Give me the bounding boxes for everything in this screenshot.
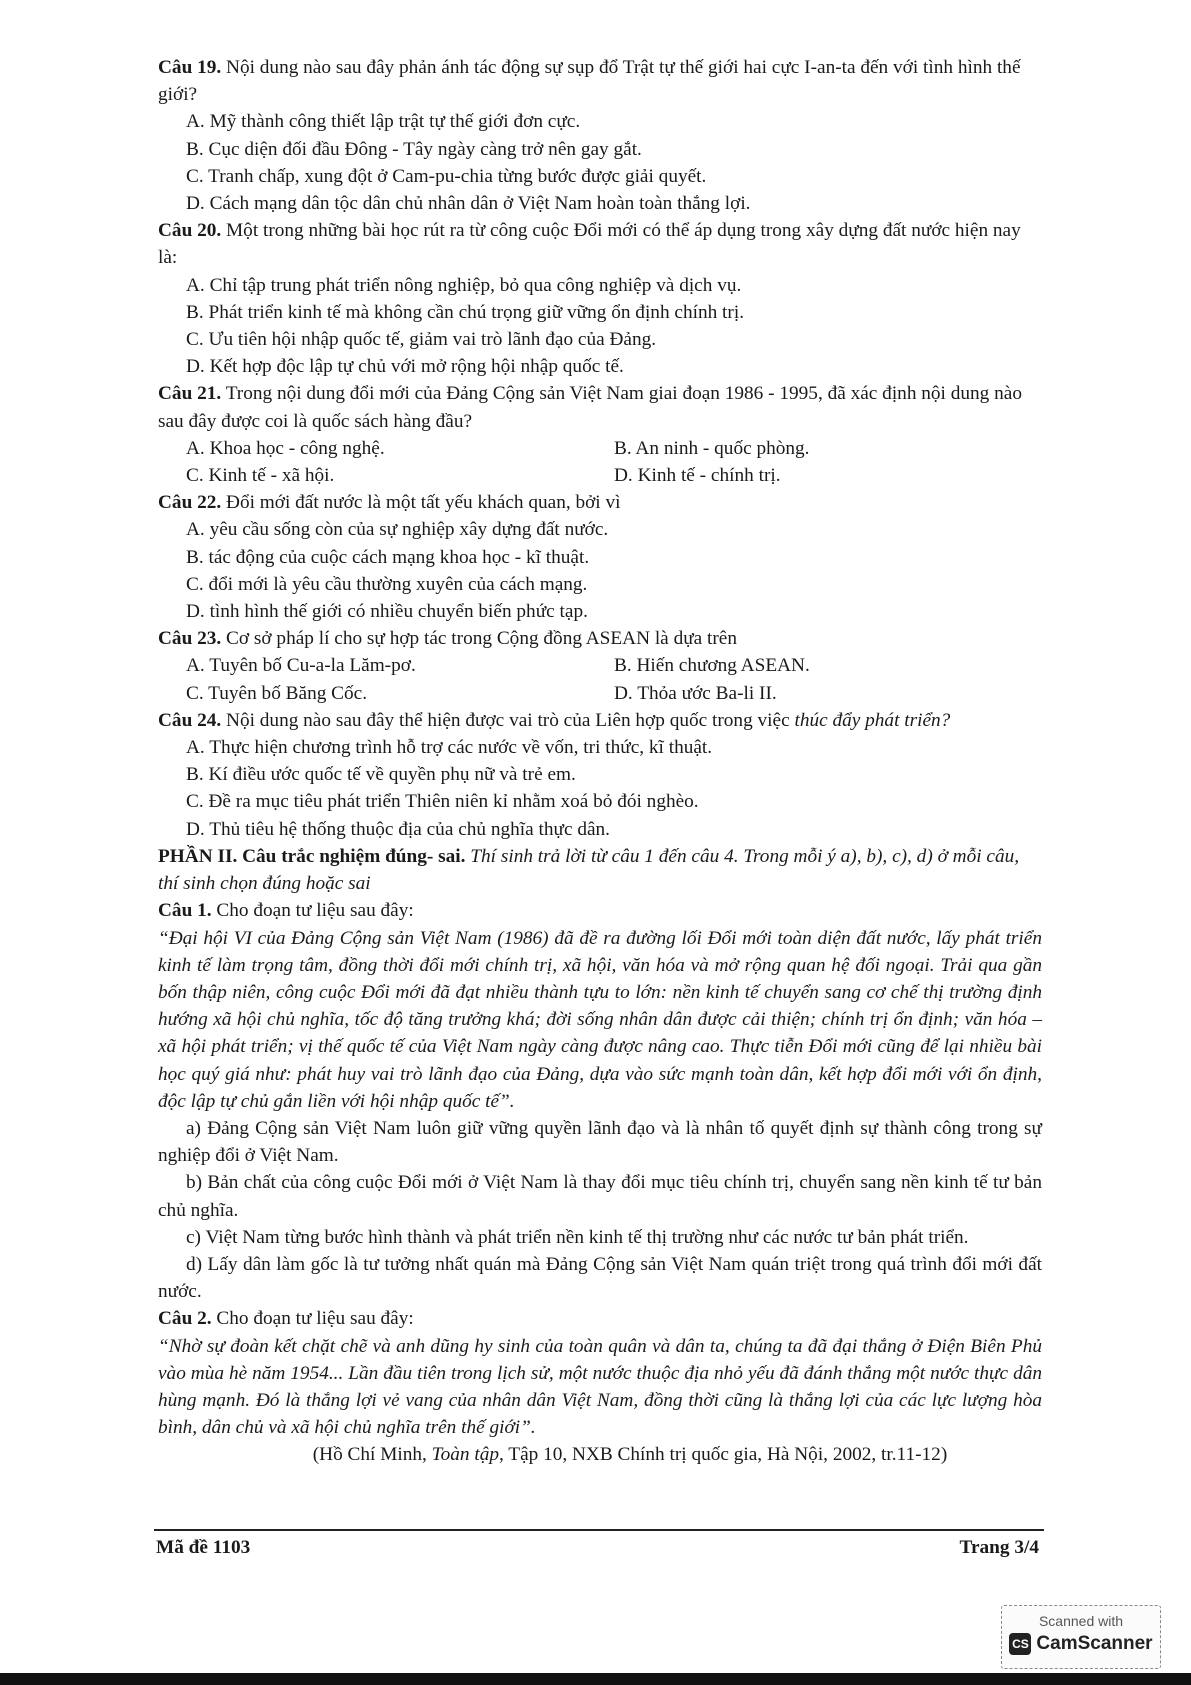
question-number: Câu 24. (158, 709, 222, 731)
option-c: C. Tuyên bố Băng Cốc. (186, 682, 368, 704)
question-23 (158, 625, 1042, 652)
scanner-brand (1002, 1633, 1160, 1655)
question-number: Câu 2. (158, 1308, 212, 1330)
source-quote: “Đại hội VI của Đảng Cộng sản Việt Nam (1986) đã đề ra đường lối Đổi mới toàn diện đất nước, lấy phát triển kinh tế làm trọng tâm, đồng thời đổi mới chính trị, xã hội, văn hóa và mở rộng quan hệ đối ngoại. Trải qua gần bốn thập niên, công cuộc Đổi mới đã đạt nhiều thành tựu to lớn: nền kinh tế chuyển sang cơ chế thị trường định hướng xã hội chủ nghĩa, tốc độ tăng trưởng khá; đời sống nhân dân được cải thiện; chính trị ổn định; văn hóa – xã hội phát triển; vị thế quốc tế của Việt Nam ngày càng được nâng cao. Thực tiễn Đổi mới cũng để lại nhiều bài học quý giá như: phát huy vai trò lãnh đạo của Đảng, dựa vào sức mạnh toàn dân, kết hợp đổi mới với ổn định, độc lập tự chủ gắn liền với hội nhập quốc tế”. (158, 927, 1042, 1112)
camscanner-watermark (1001, 1605, 1161, 1669)
option-c: C. Ưu tiên hội nhập quốc tế, giảm vai trò lãnh đạo của Đảng. (186, 329, 657, 351)
question-text: Nội dung nào sau đây thể hiện được vai trò của Liên hợp quốc trong việc (221, 709, 795, 731)
scanner-caption: Scanned with (1038, 1613, 1124, 1629)
question-number: Câu 23. (158, 628, 222, 650)
question-number: Câu 21. (158, 383, 222, 405)
tf-question-2 (158, 1305, 1042, 1332)
option-b: B. Cục diện đối đầu Đông - Tây ngày càng trở nên gay gắt. (186, 138, 642, 160)
scanner-brand-name: CamScanner (1036, 1633, 1153, 1654)
page-number: Trang 3/4 (959, 1537, 1039, 1558)
citation-author: (Hồ Chí Minh, (312, 1444, 432, 1466)
option-b: B. An ninh - quốc phòng. (614, 437, 810, 459)
option-a: A. Thực hiện chương trình hỗ trợ các nước về vốn, tri thức, kĩ thuật. (186, 737, 713, 759)
statement-d: d) Lấy dân làm gốc là tư tưởng nhất quán mà Đảng Cộng sản Việt Nam quán triệt trong quá trình đổi mới đất nước. (158, 1253, 1042, 1303)
option-c: C. Đề ra mục tiêu phát triển Thiên niên kỉ nhằm xoá bỏ đói nghèo. (186, 791, 699, 813)
question-number: Câu 20. (158, 220, 222, 242)
question-emphasis: thúc đẩy phát triển? (794, 709, 951, 731)
section-title: PHẦN II. Câu trắc nghiệm đúng- sai. (158, 845, 466, 867)
statement-b: b) Bản chất của công cuộc Đổi mới ở Việt Nam là thay đổi mục tiêu chính trị, chuyển sang nền kinh tế tư bản chủ nghĩa. (158, 1172, 1042, 1221)
question-number: Câu 1. (158, 900, 212, 922)
option-b: B. tác động của cuộc cách mạng khoa học - kĩ thuật. (186, 546, 590, 568)
question-text: Nội dung nào sau đây phản ánh tác động sự sụp đổ Trật tự thế giới hai cực I-an-ta đến với tình hình thế giới? (158, 57, 1021, 106)
question-number: Câu 19. (158, 57, 222, 78)
options-row (158, 680, 1042, 707)
page-content (158, 54, 1042, 1469)
question-21 (158, 380, 1042, 434)
exam-code: Mã đề 1103 (156, 1537, 251, 1558)
question-text: Cơ sở pháp lí cho sự hợp tác trong Cộng đồng ASEAN là dựa trên (221, 628, 738, 650)
question-text: Đổi mới đất nước là một tất yếu khách quan, bởi vì (221, 492, 621, 514)
question-text: Cho đoạn tư liệu sau đây: (211, 1308, 414, 1330)
options-row (158, 462, 1042, 489)
option-d: D. Kinh tế - chính trị. (614, 465, 781, 487)
citation-details: , Tập 10, NXB Chính trị quốc gia, Hà Nội, 2002, tr.11-12) (499, 1444, 948, 1466)
option-a: A. yêu cầu sống còn của sự nghiệp xây dựng đất nước. (186, 519, 609, 541)
option-b: B. Hiến chương ASEAN. (614, 655, 810, 677)
bottom-edge-bar (0, 1673, 1191, 1685)
question-text: Cho đoạn tư liệu sau đây: (211, 900, 414, 922)
question-text: Một trong những bài học rút ra từ công cuộc Đổi mới có thể áp dụng trong xây dựng đất nước hiện nay là: (158, 220, 1021, 269)
footer-divider (154, 1529, 1044, 1531)
statement-a: a) Đảng Cộng sản Việt Nam luôn giữ vững quyền lãnh đạo và là nhân tố quyết định sự thành công trong sự nghiệp đổi ở Việt Nam. (158, 1117, 1042, 1167)
option-c: C. Kinh tế - xã hội. (186, 465, 335, 487)
section-instruction: Thí sinh trả lời từ câu 1 đến câu 4. Trong mỗi ý a), b), c), d) ở mỗi câu, thí sinh chọn đúng hoặc sai (158, 845, 1020, 895)
source-quote: “Nhờ sự đoàn kết chặt chẽ và anh dũng hy sinh của toàn quân và dân ta, chúng ta đã đại thắng ở Điện Biên Phủ vào mùa hè năm 1954... Lần đầu tiên trong lịch sử, một nước thuộc địa nhỏ yếu đã đánh thắng một nước thực dân hùng mạnh. Đó là thắng lợi vẻ vang của nhân dân Việt Nam, đồng thời cũng là thắng lợi của các lực lượng hòa bình, dân chủ và xã hội chủ nghĩa trên thế giới”. (158, 1335, 1042, 1439)
option-d: D. tình hình thế giới có nhiều chuyển biến phức tạp. (186, 601, 588, 623)
question-24 (158, 707, 1042, 734)
option-d: D. Cách mạng dân tộc dân chủ nhân dân ở Việt Nam hoàn toàn thắng lợi. (186, 193, 751, 215)
option-c: C. đổi mới là yêu cầu thường xuyên của cách mạng. (186, 573, 588, 595)
option-a: A. Mỹ thành công thiết lập trật tự thế giới đơn cực. (186, 111, 581, 133)
question-number: Câu 22. (158, 492, 222, 514)
option-a: A. Chỉ tập trung phát triển nông nghiệp, bỏ qua công nghiệp và dịch vụ. (186, 274, 742, 296)
option-a: A. Tuyên bố Cu-a-la Lăm-pơ. (186, 655, 416, 677)
option-a: A. Khoa học - công nghệ. (186, 437, 385, 459)
question-19 (158, 54, 1042, 108)
option-b: B. Phát triển kinh tế mà không cần chú trọng giữ vững ổn định chính trị. (186, 301, 745, 323)
option-b: B. Kí điều ước quốc tế về quyền phụ nữ và trẻ em. (186, 764, 576, 786)
camscanner-logo-icon: CS (1009, 1633, 1031, 1655)
options-row (158, 652, 1042, 679)
question-text: Trong nội dung đổi mới của Đảng Cộng sản Việt Nam giai đoạn 1986 - 1995, đã xác định nội dung nào sau đây được coi là quốc sách hàng đầu? (158, 383, 1022, 432)
options-row (158, 435, 1042, 462)
option-c: C. Tranh chấp, xung đột ở Cam-pu-chia từng bước được giải quyết. (186, 165, 707, 187)
option-d: D. Kết hợp độc lập tự chủ với mở rộng hội nhập quốc tế. (186, 356, 624, 378)
option-d: D. Thỏa ước Ba-li II. (614, 682, 777, 704)
citation-title: Toàn tập (431, 1444, 499, 1466)
statement-c: c) Việt Nam từng bước hình thành và phát triển nền kinh tế thị trường như các nước tư bản phát triển. (186, 1226, 969, 1248)
option-d: D. Thủ tiêu hệ thống thuộc địa của chủ nghĩa thực dân. (186, 818, 610, 840)
question-20 (158, 217, 1042, 271)
part-2-heading (158, 843, 1042, 897)
question-22 (158, 489, 1042, 516)
tf-question-1 (158, 897, 1042, 924)
source-citation (158, 1441, 1042, 1468)
